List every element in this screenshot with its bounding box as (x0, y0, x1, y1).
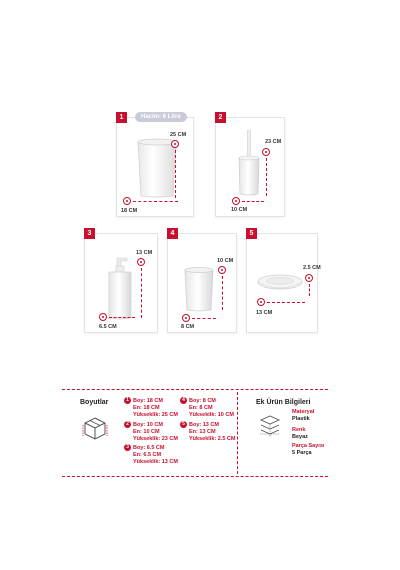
extra-info-title: Ek Ürün Bilgileri (256, 399, 311, 406)
dimension-item-1 (124, 397, 178, 419)
width-marker-left (99, 313, 107, 321)
height-label: 25 CM (170, 132, 187, 138)
height-line (222, 276, 223, 310)
color-value: Beyaz (292, 434, 308, 440)
en-value: En: 6.5 CM (133, 451, 162, 458)
height-marker-top (305, 274, 313, 282)
dimension-item-5 (180, 421, 235, 443)
boy-value: Boy: 18 CM (133, 397, 163, 404)
item-number-badge: 3 (124, 444, 131, 451)
bottom-divider (62, 476, 328, 477)
en-value: En: 8 CM (189, 404, 213, 411)
width-label: 6.5 CM (99, 324, 117, 330)
item-number-badge: 5 (180, 421, 187, 428)
boy-value: Boy: 8 CM (189, 397, 216, 404)
boy-value: Boy: 6.5 CM (133, 444, 165, 451)
boy-value: Boy: 13 CM (189, 421, 219, 428)
width-marker-left (232, 197, 240, 205)
width-marker-left (257, 298, 265, 306)
height-label: 23 CM (265, 139, 282, 145)
product-number-badge: 3 (84, 228, 95, 239)
dimension-item-4 (180, 397, 234, 419)
height-line (309, 284, 310, 296)
soap-dispenser-image (103, 256, 137, 320)
parts-value: 5 Parça (292, 450, 312, 456)
column-divider (237, 392, 238, 474)
top-divider (62, 389, 328, 390)
dimensions-title: Boyutlar (80, 399, 109, 406)
parts-property (292, 443, 324, 457)
soap-dish-image (257, 272, 303, 292)
en-value: En: 10 CM (133, 428, 160, 435)
width-line (192, 318, 216, 319)
height-value: Yükseklik: 10 CM (189, 411, 234, 418)
width-line (242, 201, 264, 202)
product-number-badge: 2 (215, 112, 226, 123)
toilet-brush-image (234, 130, 264, 196)
volume-tag: Hacim: 6 Litre (135, 112, 187, 122)
product-panel-2 (215, 114, 285, 217)
parts-label: Parça Sayısı (292, 443, 325, 449)
height-line (141, 268, 142, 318)
height-label: 2.5 CM (303, 265, 321, 271)
product-panel-3 (84, 230, 158, 333)
item-number-badge: 1 (124, 397, 131, 404)
dimension-item-2 (124, 421, 178, 443)
material-label: Materyal (292, 409, 315, 415)
height-value: Yükseklik: 25 CM (133, 411, 178, 418)
toothbrush-holder-image (182, 266, 216, 312)
height-marker-top (262, 148, 270, 156)
en-value: En: 13 CM (189, 428, 216, 435)
material-value: Plastik (292, 416, 310, 422)
height-marker-top (218, 266, 226, 274)
height-marker-top (137, 258, 145, 266)
product-panel-1 (116, 114, 194, 217)
product-number-badge: 1 (116, 112, 127, 123)
color-property (292, 427, 308, 441)
box-dimensions-icon (82, 415, 108, 443)
height-line (175, 150, 176, 198)
dimension-item-3 (124, 444, 178, 466)
product-panel-5 (246, 230, 321, 333)
width-label: 13 CM (256, 310, 273, 316)
width-line (133, 201, 178, 202)
width-line (267, 302, 305, 303)
height-marker-top (171, 140, 179, 148)
height-value: Yükseklik: 2.5 CM (189, 435, 236, 442)
height-line (266, 158, 267, 196)
width-marker-left (123, 197, 131, 205)
item-number-badge: 4 (180, 397, 187, 404)
color-label: Renk (292, 427, 306, 433)
en-value: En: 18 CM (133, 404, 160, 411)
width-marker-left (182, 314, 190, 322)
height-value: Yükseklik: 23 CM (133, 435, 178, 442)
width-label: 10 CM (231, 207, 248, 213)
product-number-badge: 4 (167, 228, 178, 239)
product-panel-4 (167, 230, 237, 333)
width-line (109, 317, 135, 318)
height-label: 10 CM (217, 258, 234, 264)
material-property (292, 409, 314, 423)
product-number-badge: 5 (246, 228, 257, 239)
width-label: 18 CM (121, 208, 138, 214)
boy-value: Boy: 10 CM (133, 421, 163, 428)
height-value: Yükseklik: 13 CM (133, 458, 178, 465)
height-label: 13 CM (136, 250, 153, 256)
material-layers-icon (258, 413, 282, 439)
item-number-badge: 2 (124, 421, 131, 428)
width-label: 8 CM (181, 324, 195, 330)
